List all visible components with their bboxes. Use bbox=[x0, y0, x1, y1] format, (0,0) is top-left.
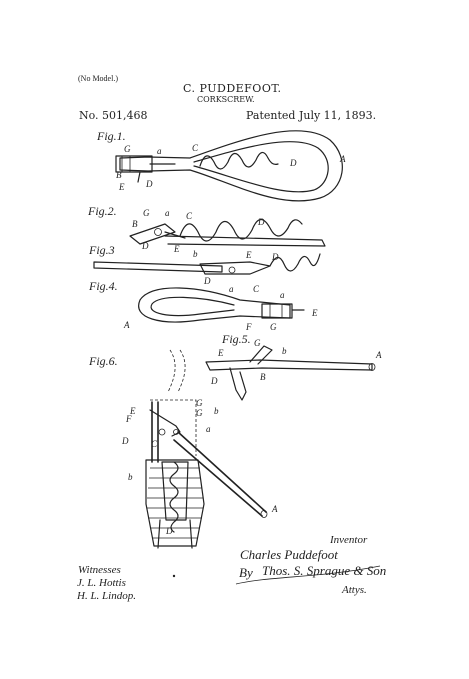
fig4-label: Fig.4. bbox=[89, 279, 118, 293]
witnesses-label: Witnesses bbox=[78, 564, 121, 576]
patent-title: CORKSCREW. bbox=[197, 95, 255, 104]
svg-text:B: B bbox=[116, 170, 122, 180]
svg-text:a: a bbox=[157, 146, 162, 156]
fig3-label: Fig.3 bbox=[89, 243, 115, 257]
svg-text:B: B bbox=[260, 372, 266, 382]
fig2-corkscrew bbox=[130, 208, 325, 254]
fig1-label: Fig.1. bbox=[97, 129, 126, 143]
svg-text:E: E bbox=[312, 308, 318, 318]
svg-text:G: G bbox=[254, 338, 261, 348]
svg-text:G: G bbox=[196, 398, 203, 408]
svg-text:C: C bbox=[151, 439, 158, 449]
svg-text:C: C bbox=[253, 284, 260, 294]
svg-text:E: E bbox=[174, 244, 180, 254]
fig6-label: Fig.6. bbox=[89, 354, 118, 368]
svg-text:A: A bbox=[272, 504, 278, 514]
svg-text:A: A bbox=[340, 154, 346, 164]
inventor-signature: Charles Puddefoot bbox=[240, 547, 338, 562]
svg-text:b: b bbox=[128, 472, 133, 482]
inventor-name: C. PUDDEFOOT. bbox=[183, 82, 282, 95]
fig5-corkscrew bbox=[206, 338, 382, 400]
svg-text:G: G bbox=[143, 208, 150, 218]
svg-text:b: b bbox=[282, 346, 287, 356]
svg-text:F: F bbox=[126, 414, 132, 424]
svg-text:A: A bbox=[376, 350, 382, 360]
svg-text:D: D bbox=[204, 276, 211, 286]
svg-text:D: D bbox=[272, 252, 279, 262]
patent-date: Patented July 11, 1893. bbox=[246, 109, 377, 122]
svg-text:C: C bbox=[186, 211, 193, 221]
svg-text:F: F bbox=[246, 322, 252, 332]
svg-text:a: a bbox=[229, 284, 234, 294]
svg-text:G: G bbox=[196, 408, 203, 418]
svg-text:D: D bbox=[211, 376, 218, 386]
witness-2-signature: H. L. Lindop. bbox=[77, 590, 136, 602]
inventor-label: Inventor bbox=[330, 534, 368, 546]
fig4-corkscrew bbox=[123, 288, 318, 332]
attorney-signature: Thos. S. Sprague & Son bbox=[262, 563, 387, 578]
svg-text:E: E bbox=[246, 250, 252, 260]
svg-text:D: D bbox=[122, 436, 129, 446]
svg-text:E: E bbox=[119, 182, 125, 192]
fig1-corkscrew bbox=[116, 131, 346, 201]
svg-text:a: a bbox=[206, 424, 211, 434]
patent-number: No. 501,468 bbox=[79, 109, 148, 122]
svg-text:A: A bbox=[124, 320, 130, 330]
svg-text:D: D bbox=[146, 179, 153, 189]
svg-text:b: b bbox=[193, 249, 198, 259]
svg-text:D: D bbox=[258, 217, 265, 227]
svg-text:b: b bbox=[214, 406, 219, 416]
svg-text:a: a bbox=[165, 208, 170, 218]
by-label: By bbox=[239, 565, 253, 580]
svg-text:D: D bbox=[290, 158, 297, 168]
svg-text:B: B bbox=[132, 219, 138, 229]
model-note: (No Model.) bbox=[78, 74, 118, 83]
fig3-corkscrew bbox=[94, 249, 320, 294]
svg-text:D: D bbox=[142, 241, 149, 251]
svg-text:C: C bbox=[192, 143, 199, 153]
witness-1-signature: J. L. Hottis bbox=[77, 577, 126, 589]
svg-text:E: E bbox=[218, 348, 224, 358]
fig5-label: Fig.5. bbox=[222, 332, 251, 346]
fig6-corkscrew-in-bottle bbox=[121, 350, 278, 548]
svg-text:G: G bbox=[124, 144, 131, 154]
svg-text:a: a bbox=[280, 290, 285, 300]
svg-text:G: G bbox=[270, 322, 277, 332]
svg-text:E: E bbox=[130, 406, 136, 416]
svg-text:D: D bbox=[166, 526, 173, 536]
fig2-label: Fig.2. bbox=[88, 204, 117, 218]
attys-label: Attys. bbox=[342, 584, 367, 596]
